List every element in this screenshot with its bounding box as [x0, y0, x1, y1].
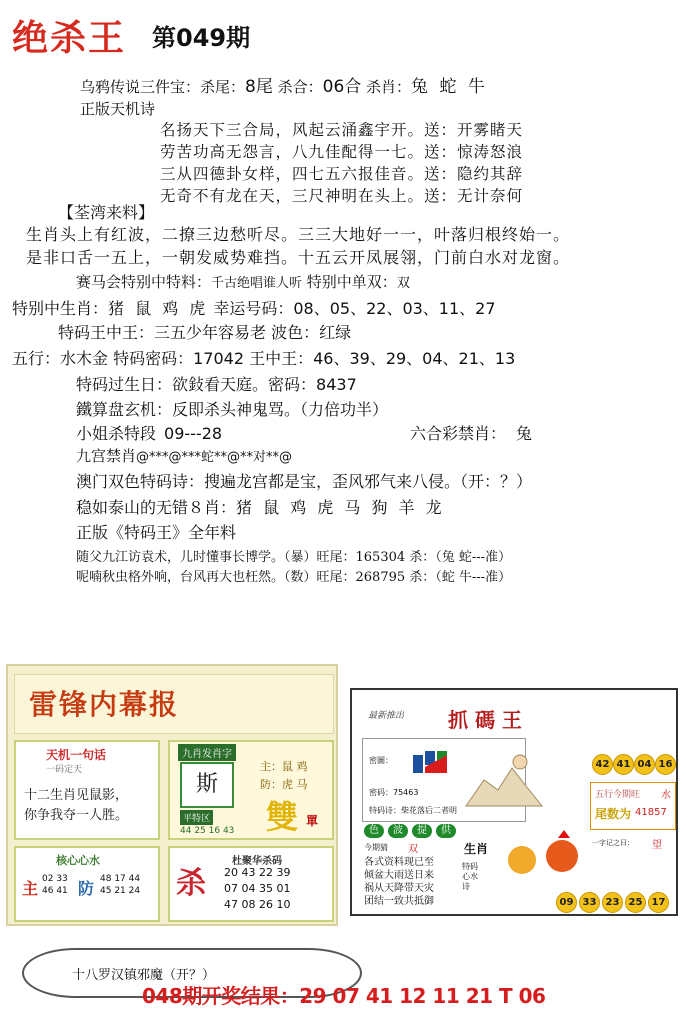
- kill-tail-value: 8尾: [245, 77, 273, 97]
- segment-line: [76, 421, 222, 444]
- wuxing-label: 五行今期旺: [595, 790, 641, 800]
- king-label: 特码王中王：: [58, 323, 155, 342]
- number-ball: 09: [556, 892, 577, 913]
- nine-zodiac-main: 主：鼠 鸡: [260, 760, 308, 773]
- verse-line: 生肖头上有红波，二撩三边愁听尽。三三大地好一一，叶落归根终始一。: [26, 225, 571, 244]
- tema-poem-line: 各式资料现已至: [364, 857, 434, 868]
- tianji-title: 天机一句话: [46, 748, 107, 762]
- kill-row: 07 04 35 01: [224, 882, 291, 895]
- race-special-line: [76, 271, 410, 292]
- number-ball: 17: [648, 892, 669, 913]
- weishu-value: 41857: [635, 807, 667, 818]
- abacus-line: [76, 397, 388, 420]
- core-box: [14, 846, 160, 922]
- nine-zodiac-char: 斯: [180, 762, 234, 808]
- kill-row: 47 08 26 10: [224, 898, 291, 911]
- nine-palace-label: 九宫禁肖: [76, 447, 137, 465]
- password-label: 密码：: [268, 375, 317, 394]
- kill-zodiac-label: 杀肖：: [361, 78, 412, 96]
- verse-line: 是非口舌一五上，一朝发威势难挡。十五云开凤展翎，门前白水对龙窗。: [26, 248, 571, 267]
- cloud-text: 十八罗汉镇邪魔（开？）: [72, 968, 216, 983]
- one-word-label: 一字记之曰：: [592, 839, 634, 847]
- core-defend-num: 45 21 24: [100, 886, 141, 896]
- double-char: 雙: [266, 798, 299, 836]
- eight-zodiac-value: 猪 鼠 鸡 虎 马 狗 羊 龙: [236, 498, 445, 517]
- nine-zodiac-defend: 防：虎 马: [260, 778, 308, 791]
- crow-legend-line: [80, 72, 488, 97]
- birthday-line: [76, 372, 357, 395]
- core-defend-num: 48 17 44: [100, 874, 141, 884]
- tema-poem-line: 祸从天降带天灾: [364, 883, 434, 894]
- zhuamawang-title: 抓 碼 王: [448, 708, 522, 732]
- color-tab: 波: [388, 824, 408, 838]
- number-ball: 42: [592, 754, 613, 775]
- flat-special-numbers: 44 25 16 43: [180, 826, 235, 836]
- core-main-num: 46 41: [42, 886, 68, 896]
- leifeng-title: 雷锋内幕报: [29, 688, 180, 721]
- nine-zodiac-title: 九肖发肖字: [178, 744, 236, 761]
- kill-zodiac-value: 兔 蛇 牛: [411, 77, 488, 97]
- race-special-label: 赛马会特别中特料：: [76, 273, 212, 291]
- annual-line: 呢喃秋虫格外响，台风再大也枉然。（数）旺尾：268795 杀：（蛇 牛---准）: [76, 570, 512, 585]
- color-tab: 供: [436, 824, 456, 838]
- crow-legend-label: 乌鸦传说三件宝：杀尾：: [80, 78, 246, 96]
- odd-even-label: 特别中单双：: [302, 273, 397, 291]
- birthday-label: 特码过生日：: [76, 375, 173, 394]
- number-ball: 41: [613, 754, 634, 775]
- number-ball: 04: [634, 754, 655, 775]
- poem-line: 劳苦功高无怨言，八九佳配得一七。送：惊涛怒浪: [160, 143, 524, 161]
- leifeng-panel: [6, 664, 338, 926]
- macau-poem-label: 澳门双色特码诗：: [76, 472, 205, 491]
- nine-palace-value: @***@***蛇**@**对**@: [136, 450, 293, 465]
- segment-label: 小姐杀特段: [76, 424, 157, 443]
- leifeng-header: [14, 674, 334, 734]
- flat-special-label: 平特区: [180, 810, 213, 825]
- tema-poem-label: 特码诗：柴花落后二者明: [369, 806, 457, 815]
- king-line: [58, 320, 351, 343]
- guess-value: 双: [408, 844, 418, 855]
- king-value: 三五少年容易老: [154, 323, 267, 342]
- rocks-icon: [464, 750, 544, 810]
- rooster-icon: [492, 830, 588, 890]
- eight-zodiac-label: 稳如泰山的无错８肖：: [76, 498, 237, 517]
- lucky-numbers: 幸运号码：08、05、22、03、11、27: [208, 299, 496, 318]
- special-zodiac-label: 特别中生肖：: [12, 299, 109, 318]
- tema-side: 特码心水诗: [462, 862, 478, 891]
- forbidden-value: 兔: [516, 424, 533, 443]
- secret-code: 密码：75463: [369, 788, 419, 797]
- tianji-box: [14, 740, 160, 840]
- number-ball: 16: [655, 754, 676, 775]
- wuxing-box: [590, 782, 676, 830]
- color-tab: 提: [412, 824, 432, 838]
- tianji-line: 十二生肖见鼠影，: [24, 788, 129, 803]
- zodiac-side: 生肖: [464, 842, 489, 856]
- poem-line: 名扬天下三合局，风起云涌鑫宇开。送：开雾睹天: [160, 121, 524, 139]
- tianji-line: 你争我夺一人胜。: [24, 808, 129, 823]
- draw-result: 048期开奖结果：29 07 41 12 11 21 T 06: [142, 984, 546, 1008]
- poem-line: 无奇不有龙在天，三尺神明在头上。送：无计奈何: [160, 187, 524, 205]
- segment-value: 09---28: [164, 424, 223, 443]
- tema-poem-line: 团结一致共抵御: [364, 896, 434, 907]
- forbidden-line: [410, 421, 532, 444]
- new-tag: 最新推出: [368, 711, 405, 721]
- wave-color: 波色：红绿: [266, 323, 352, 342]
- poem-heading: 正版天机诗: [80, 100, 156, 118]
- abacus-value: 反即杀头神鬼骂。（力倍功半）: [172, 400, 389, 419]
- macau-poem-line: [76, 469, 532, 492]
- secret-logo-icon: [413, 751, 447, 775]
- annual-line: 随父九江访袁术，儿时懂事长博学。（暴）旺尾：165304 杀：（兔 蛇---准）: [76, 550, 512, 565]
- birthday-value: 欲鈙看天庭。: [172, 375, 269, 394]
- kill-title: 杜聚华杀码: [232, 856, 282, 867]
- nine-palace-line: [76, 445, 292, 466]
- core-main-char: 主: [22, 879, 39, 898]
- five-elements-value: 水木金: [60, 349, 109, 368]
- tema-poem-line: 倾盆大雨送日来: [364, 870, 434, 881]
- special-zodiac-line: [12, 296, 496, 319]
- guess-label: 今期猜: [364, 843, 388, 852]
- core-title: 核心心水: [56, 854, 100, 867]
- one-word-value: 望: [652, 840, 662, 851]
- odd-even-value: 双: [396, 276, 410, 291]
- annual-heading: 正版《特码王》全年料: [76, 523, 237, 542]
- page-title: 绝杀王: [12, 17, 127, 59]
- kill-char: 杀: [176, 866, 206, 901]
- kill-row: 20 43 22 39: [224, 866, 291, 879]
- macau-poem-value: 搜遍龙宫都是宝，歪风邪气来八侵。（开：？）: [204, 472, 533, 491]
- zhuamawang-panel: [350, 688, 678, 916]
- core-main-num: 02 33: [42, 874, 68, 884]
- issue-number: 第049期: [152, 24, 251, 52]
- eight-zodiac-line: [76, 495, 445, 518]
- secret-code-numbers: 特码密码：17042 王中王：46、39、29、04、21、13: [108, 349, 516, 368]
- source-label: 【荃湾来料】: [58, 203, 155, 222]
- kill-combo-label: 杀合：: [272, 78, 323, 96]
- kill-box: [168, 846, 334, 922]
- password-value: 8437: [316, 375, 357, 394]
- poem-line: 三从四德卦女样，四七五六报佳音。送：隐约其辞: [160, 165, 524, 183]
- secret-label: 密圖：: [369, 756, 393, 765]
- nine-zodiac-box: [168, 740, 334, 840]
- tianji-sub: 一码定天: [46, 765, 83, 775]
- race-special-value: 千古绝唱谁人听: [211, 276, 303, 291]
- tema-poem: [364, 856, 434, 908]
- kill-combo-value: 06合: [322, 77, 362, 97]
- weishu-label: 尾数为: [595, 807, 632, 821]
- five-elements-label: 五行：: [12, 349, 61, 368]
- single-char: 單: [306, 814, 319, 828]
- five-elements-line: [12, 346, 515, 369]
- core-defend-char: 防: [78, 879, 95, 898]
- abacus-label: 鐵算盘玄机：: [76, 400, 173, 419]
- wuxing-value: 水: [661, 790, 671, 801]
- number-ball: 33: [579, 892, 600, 913]
- color-tab: 色: [364, 824, 384, 838]
- forbidden-label: 六合彩禁肖：: [410, 424, 507, 443]
- number-ball: 23: [602, 892, 623, 913]
- number-ball: 25: [625, 892, 646, 913]
- special-zodiac-value: 猪 鼠 鸡 虎: [108, 299, 209, 318]
